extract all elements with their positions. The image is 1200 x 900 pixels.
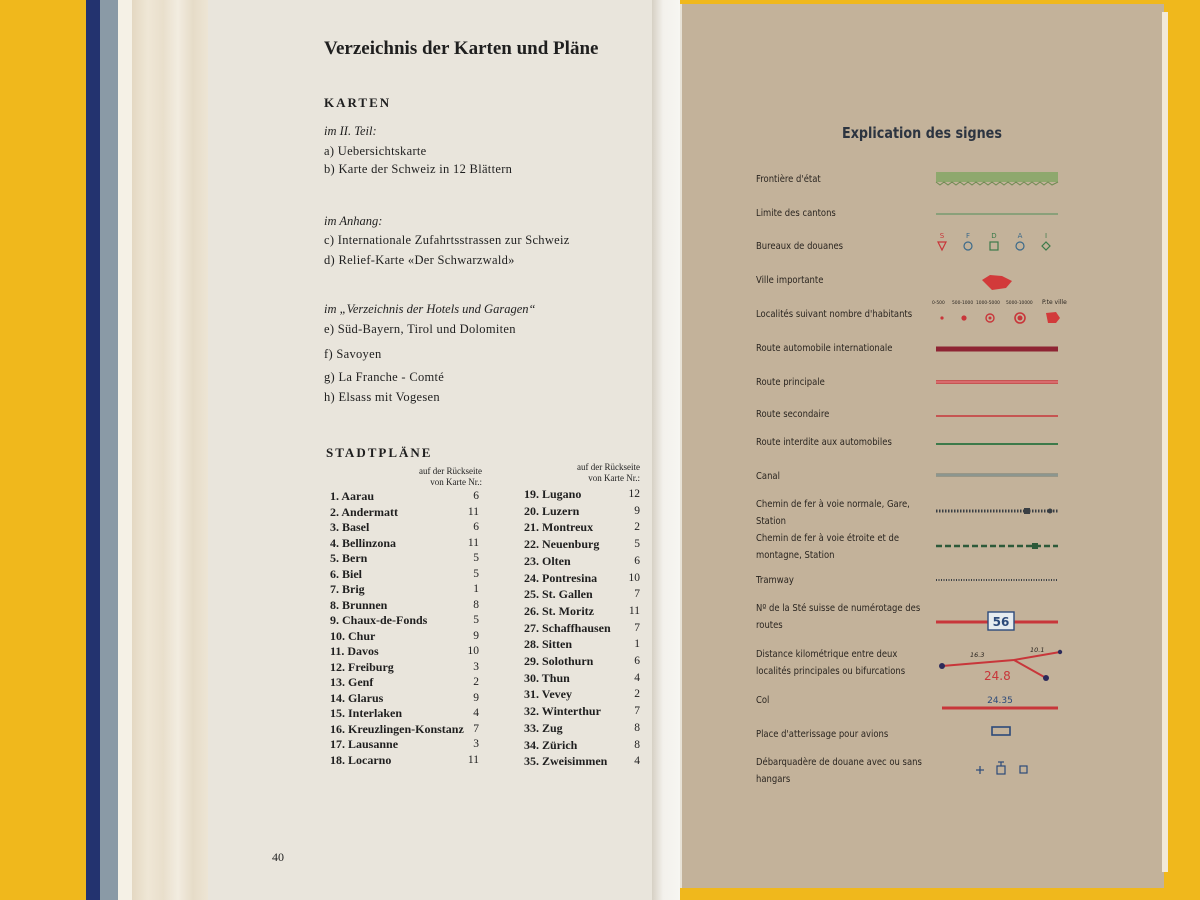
- customs-letter: S: [939, 232, 945, 240]
- city-map-number: 9: [473, 691, 479, 704]
- city-name: 10. Chur: [330, 628, 376, 643]
- city-name: 20. Luzern: [524, 503, 580, 518]
- city-name: 26. St. Moritz: [524, 603, 594, 618]
- city-name: 6. Biel: [330, 566, 362, 581]
- map-list-item: g) La Franche - Comté: [324, 370, 445, 384]
- city-map-number: 7: [473, 722, 479, 735]
- legend-label: Nº de la Sté suisse de numérotage des routes: [756, 603, 921, 631]
- city-name: 13. Genf: [330, 675, 374, 689]
- landing-place-symbol: [992, 727, 1010, 735]
- city-map-number: 6: [473, 490, 479, 502]
- city-map-number: 10: [467, 645, 479, 657]
- map-list-item: b) Karte der Schweiz in 12 Blättern: [324, 162, 513, 176]
- customs-letter: A: [1017, 232, 1023, 240]
- city-map-number: 5: [473, 614, 479, 626]
- city-map-number: 3: [473, 660, 479, 673]
- city-name: 4. Bellinzona: [330, 535, 397, 550]
- map-list-item: f) Savoyen: [324, 347, 382, 361]
- customs-letter: D: [991, 232, 997, 240]
- city-map-number: 7: [634, 621, 640, 634]
- city-map-number: 5: [634, 538, 640, 551]
- legend-label: Distance kilométrique entre deux localités principales ou bifurcations: [756, 649, 906, 677]
- distance-symbol: [939, 646, 1062, 683]
- column-header-line: von Karte Nr.:: [588, 473, 640, 483]
- col-symbol: [942, 696, 1058, 708]
- book-gutter: [652, 0, 680, 900]
- column-header-right: [528, 462, 640, 484]
- city-name: 3. Basel: [330, 520, 370, 534]
- city-name: 28. Sitten: [524, 637, 572, 652]
- city-map-number: 3: [473, 738, 479, 750]
- city-name: 35. Zweisimmen: [524, 754, 608, 769]
- route-number-value: 56: [992, 615, 1010, 629]
- city-name: 5. Bern: [330, 551, 368, 565]
- legend-label: Limite des cantons: [756, 208, 836, 219]
- locality-class-label: 5000-10000: [1006, 301, 1033, 306]
- legend-label: Route automobile internationale: [756, 343, 893, 354]
- column-header-line: auf der Rückseite: [577, 462, 640, 472]
- legend-label: Route secondaire: [756, 409, 830, 420]
- locality-class-label: P.te ville: [1042, 299, 1067, 306]
- city-map-number: 9: [473, 629, 479, 642]
- city-map-number: 8: [634, 738, 640, 751]
- city-name: 15. Interlaken: [330, 706, 402, 720]
- map-list-item: e) Süd-Bayern, Tirol und Dolomiten: [324, 322, 516, 336]
- legend-label: Chemin de fer à voie normale, Gare, Station: [756, 499, 910, 527]
- city-map-number: 7: [634, 588, 640, 601]
- city-name: 16. Kreuzlingen-Konstanz: [330, 721, 464, 736]
- city-map-number: 11: [628, 604, 640, 617]
- city-map-number: 8: [634, 721, 640, 734]
- city-name: 27. Schaffhausen: [524, 620, 611, 635]
- city-map-number: 12: [628, 488, 640, 500]
- legend-title: Explication des signes: [842, 124, 1002, 142]
- legend-label: Tramway: [756, 575, 794, 586]
- city-map-number: 11: [467, 505, 479, 518]
- spine-edge: [100, 0, 118, 900]
- section-heading-karten: KARTEN: [324, 95, 392, 110]
- city-map-number: 4: [634, 671, 640, 684]
- legend-label: Ville importante: [756, 275, 824, 286]
- city-name: 17. Lausanne: [330, 737, 399, 751]
- city-name: 34. Zürich: [524, 737, 578, 752]
- seaplane-customs-symbol: [976, 762, 1027, 774]
- city-map-number: 1: [634, 638, 640, 651]
- locality-class-label: 0-500: [932, 301, 945, 306]
- map-list-item: h) Elsass mit Vogesen: [324, 390, 440, 404]
- city-name: 2. Andermatt: [330, 504, 398, 519]
- city-map-number: 6: [473, 521, 479, 533]
- group-heading: im „Verzeichnis der Hotels und Garagen“: [324, 302, 536, 316]
- distance-value: 16.3: [970, 651, 985, 659]
- legend-label: Route interdite aux automobiles: [756, 437, 892, 448]
- city-map-number: 8: [473, 598, 479, 611]
- city-name: 33. Zug: [524, 720, 563, 735]
- group-heading: im Anhang:: [324, 214, 383, 228]
- city-map-number: 4: [634, 755, 640, 768]
- city-map-number: 5: [473, 552, 479, 564]
- legend-label: Col: [756, 695, 770, 706]
- city-name: 19. Lugano: [524, 487, 582, 501]
- city-map-number: 6: [634, 655, 640, 667]
- city-name: 24. Pontresina: [524, 570, 598, 585]
- book-spine: [86, 0, 100, 900]
- city-name: 21. Montreux: [524, 520, 594, 535]
- legend-label: Chemin de fer à voie étroite et de montagne, Station: [756, 533, 900, 561]
- page-title: Verzeichnis der Karten und Pläne: [324, 38, 599, 59]
- column-header-line: von Karte Nr.:: [430, 477, 482, 487]
- border-zigzag-band-symbol: [936, 172, 1058, 185]
- legend-label: Place d'atterissage pour avions: [756, 729, 889, 740]
- legend-label: Route principale: [756, 377, 825, 388]
- city-map-number: 10: [628, 571, 640, 584]
- city-name: 1. Aarau: [330, 489, 375, 503]
- map-list-item: d) Relief-Karte «Der Schwarzwald»: [324, 253, 515, 267]
- city-map-number: 11: [467, 536, 479, 549]
- legend-label: Localités suivant nombre d'habitants: [756, 309, 913, 320]
- city-name: 9. Chaux-de-Fonds: [330, 613, 428, 627]
- legend-label: Débarquadère de douane avec ou sans hangars: [756, 757, 922, 785]
- locality-class-label: 500-1000: [952, 301, 974, 306]
- right-page-edge: [1162, 12, 1168, 872]
- customs-letter: I: [1044, 232, 1048, 240]
- locality-class-label: 1000-5000: [976, 301, 1000, 306]
- city-name: 29. Solothurn: [524, 654, 594, 668]
- page-stack: [118, 0, 210, 900]
- city-name: 11. Davos: [330, 644, 379, 658]
- legend-label: Frontière d'état: [756, 174, 821, 185]
- legend-label: Bureaux de douanes: [756, 241, 844, 252]
- city-name: 31. Vevey: [524, 687, 572, 702]
- city-map-number: 5: [473, 567, 479, 580]
- legend-symbols: [930, 166, 1067, 796]
- city-map-number: 9: [634, 504, 640, 517]
- city-shape-symbol: [982, 275, 1012, 290]
- city-name: 7. Brig: [330, 582, 365, 596]
- city-map-number: 11: [467, 753, 479, 766]
- city-name: 22. Neuenburg: [524, 537, 600, 552]
- railway-normal-symbol: [936, 508, 1058, 514]
- city-name: 14. Glarus: [330, 690, 384, 705]
- column-header-line: auf der Rückseite: [419, 466, 482, 476]
- city-map-number: 7: [634, 705, 640, 718]
- city-name: 23. Olten: [524, 553, 571, 568]
- city-name: 12. Freiburg: [330, 659, 394, 674]
- section-heading-stadtplaene: STADTPLÄNE: [326, 445, 433, 460]
- customs-letter: F: [965, 232, 971, 240]
- city-name: 30. Thun: [524, 670, 570, 685]
- distance-value: 24.8: [984, 669, 1011, 683]
- map-list-item: a) Uebersichtskarte: [324, 144, 427, 158]
- city-map-number: 2: [634, 521, 640, 534]
- route-number-symbol: [936, 612, 1058, 630]
- city-name: 18. Locarno: [330, 752, 392, 767]
- legend-label: Canal: [756, 471, 780, 482]
- distance-value: 10.1: [1030, 646, 1045, 654]
- city-map-number: 6: [634, 554, 640, 567]
- city-name: 32. Winterthur: [524, 704, 601, 719]
- group-heading: im II. Teil:: [324, 124, 377, 138]
- column-header-left: [372, 466, 482, 488]
- railway-narrow-symbol: [936, 543, 1058, 549]
- col-value: 24.35: [987, 696, 1013, 706]
- customs-icons-symbol: [938, 232, 1050, 250]
- city-name: 25. St. Gallen: [524, 587, 593, 602]
- city-name: 8. Brunnen: [330, 597, 388, 612]
- map-list-item: c) Internationale Zufahrtsstrassen zur Schweiz: [324, 233, 570, 247]
- locality-dots-symbol: [932, 299, 1067, 323]
- city-map-number: 2: [634, 688, 640, 701]
- city-map-number: 2: [473, 676, 479, 688]
- page-number: 40: [272, 850, 284, 864]
- city-map-number: 1: [473, 583, 479, 595]
- city-map-number: 4: [473, 707, 479, 719]
